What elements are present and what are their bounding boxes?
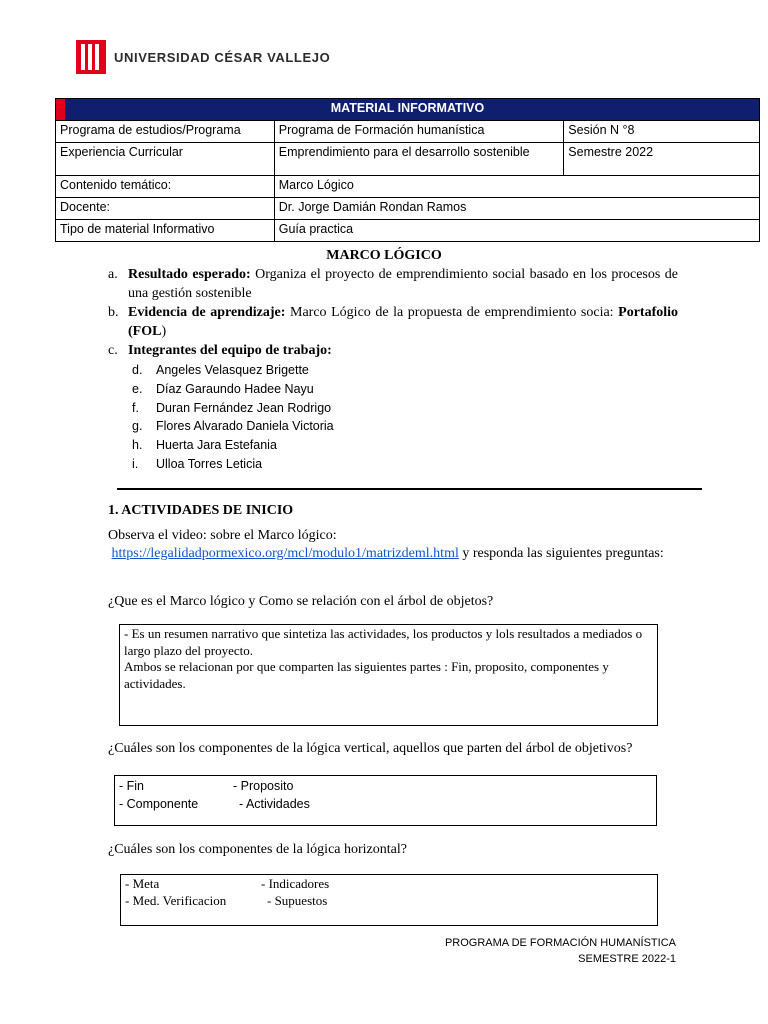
- university-logo: [76, 40, 330, 74]
- marker-c: c.: [108, 343, 118, 358]
- teacher-label: Docente:: [56, 198, 275, 220]
- member-marker: d.: [132, 363, 143, 377]
- a2-fin: - Fin: [119, 779, 144, 793]
- footer-program: PROGRAMA DE FORMACIÓN HUMANÍSTICA: [444, 937, 676, 949]
- list-item-a: [108, 266, 678, 303]
- answer-box-1[interactable]: [119, 624, 658, 726]
- question-3: ¿Cuáles son los componentes de la lógica horizontal?: [108, 842, 407, 857]
- item-b-tail-end: ): [161, 323, 167, 339]
- curricular-label: Experiencia Curricular: [56, 143, 275, 176]
- list-item: [132, 436, 334, 455]
- a2-componente: - Componente: [119, 797, 199, 811]
- question-2: ¿Cuáles son los componentes de la lógica vertical, aquellos que parten del árbol de objetivos?: [108, 741, 633, 756]
- ucv-logo-icon: [76, 40, 106, 74]
- list-item: [132, 380, 334, 399]
- content-label: Contenido temático:: [56, 176, 275, 198]
- team-members-list: [132, 361, 334, 474]
- material-type-label: Tipo de material Informativo: [56, 220, 275, 242]
- semester-value: Semestre 2022: [564, 143, 760, 176]
- intro-text: Observa el video: sobre el Marco lógico:: [108, 528, 337, 543]
- a3-supuestos: - Supuestos: [267, 893, 328, 908]
- member-marker: f.: [132, 400, 139, 415]
- member-name: Flores Alvarado Daniela Victoria: [156, 419, 334, 434]
- item-b-bold-tail: Portafolio (FOL: [128, 305, 679, 339]
- answer-1-line-1: - Es un resumen narrativo que sintetiza las actividades, los productos y lols resultados a mediados o largo plazo del proyecto.: [124, 626, 643, 658]
- item-b-text: Marco Lógico de la propuesta de emprendimiento socia:: [290, 305, 614, 320]
- doc-title: MARCO LÓGICO: [326, 248, 442, 263]
- marker-a: a.: [108, 267, 118, 282]
- curricular-value: Emprendimiento para el desarrollo sostenible: [274, 143, 564, 176]
- section-heading: 1. ACTIVIDADES DE INICIO: [108, 503, 294, 518]
- a3-meta: - Meta: [125, 876, 160, 891]
- intro-paragraph: [108, 527, 688, 563]
- material-type-value: Guía practica: [274, 220, 759, 242]
- item-c-label: Integrantes del equipo de trabajo:: [128, 343, 332, 358]
- member-marker: e.: [132, 381, 143, 396]
- member-marker: h.: [132, 438, 143, 453]
- list-item: [132, 399, 334, 418]
- member-name: Huerta Jara Estefania: [156, 438, 277, 453]
- member-name: Ulloa Torres Leticia: [156, 456, 263, 471]
- item-b-label: Evidencia de aprendizaje:: [128, 305, 286, 320]
- member-name: Angeles Velasquez Brigette: [156, 363, 309, 377]
- member-marker: g.: [132, 419, 143, 434]
- list-item: [132, 455, 334, 474]
- list-item-c: [108, 342, 678, 361]
- program-value: Programa de Formación humanística: [274, 121, 564, 143]
- a2-proposito: - Proposito: [233, 779, 294, 793]
- header-accent-bar: [56, 99, 65, 120]
- university-name: UNIVERSIDAD CÉSAR VALLEJO: [114, 49, 331, 65]
- content-value: Marco Lógico: [274, 176, 759, 198]
- list-item: [132, 417, 334, 436]
- answer-1-line-2: Ambos se relacionan por que comparten las siguientes partes : Fin, proposito, componentes y actividades.: [124, 659, 609, 691]
- program-label: Programa de estudios/Programa: [56, 121, 275, 143]
- page-footer: [445, 935, 676, 967]
- question-1: ¿Que es el Marco lógico y Como se relación con el árbol de objetos?: [108, 594, 494, 609]
- member-name: Díaz Garaundo Hadee Nayu: [156, 381, 314, 396]
- answer-box-3[interactable]: [120, 874, 658, 926]
- item-a-label: Resultado esperado:: [128, 267, 251, 282]
- a3-indicadores: - Indicadores: [261, 876, 330, 891]
- video-link[interactable]: https://legalidadpormexico.org/mcl/modulo1/matrizdeml.html: [111, 546, 459, 561]
- member-name: Duran Fernández Jean Rodrigo: [156, 400, 332, 415]
- intro-tail: y responda las siguientes preguntas:: [458, 546, 664, 561]
- a3-med-verificacion: - Med. Verificacion: [125, 893, 227, 908]
- member-marker: i.: [132, 456, 139, 471]
- answer-box-2[interactable]: [114, 775, 657, 826]
- marker-b: b.: [108, 305, 119, 320]
- teacher-value: Dr. Jorge Damián Rondan Ramos: [274, 198, 759, 220]
- session-value: Sesión N °8: [564, 121, 760, 143]
- footer-semester: SEMESTRE 2022-1: [578, 953, 676, 965]
- info-table-header: [56, 99, 760, 121]
- list-item-b: [108, 304, 678, 341]
- a2-actividades: - Actividades: [239, 797, 310, 811]
- material-title: MATERIAL INFORMATIVO: [330, 101, 485, 115]
- list-item: [132, 361, 334, 380]
- info-table: [55, 98, 760, 242]
- item-a-text: Organiza el proyecto de emprendimiento social basado en los procesos de una gestión sostenible: [128, 267, 678, 301]
- section-divider: [117, 488, 702, 490]
